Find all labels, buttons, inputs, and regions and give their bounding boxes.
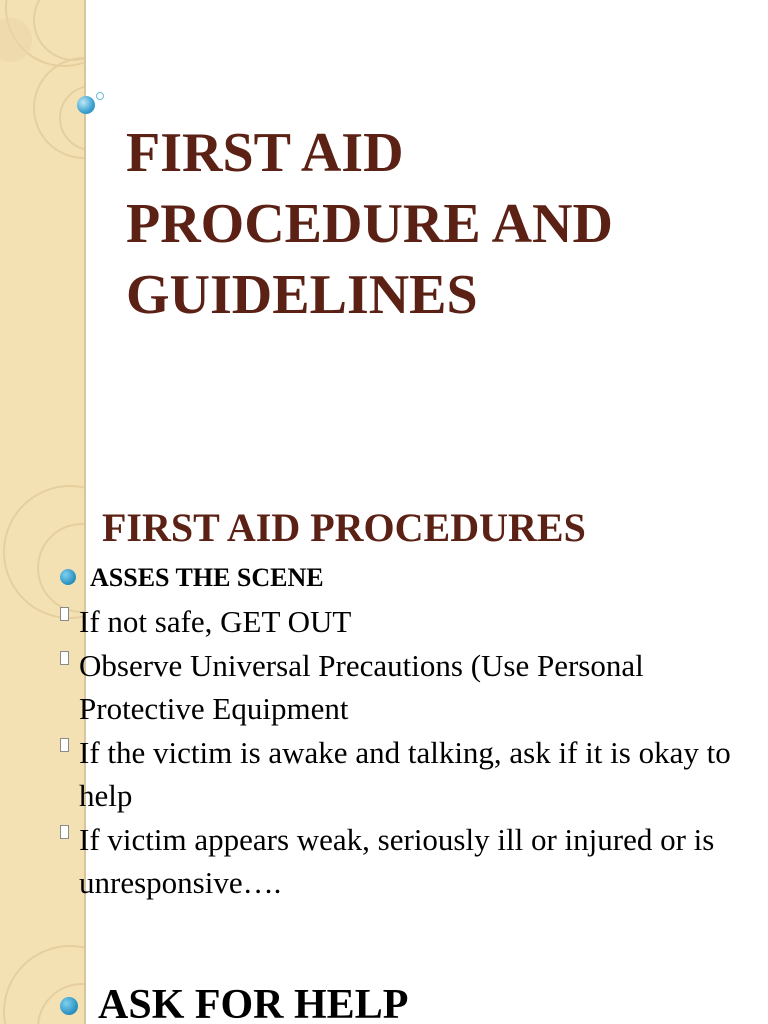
list-item [60, 644, 750, 730]
section-label: ASSES THE SCENE [90, 563, 324, 592]
section-heading: FIRST AID PROCEDURES [102, 505, 586, 550]
sidebar-swirl-decoration [0, 0, 84, 472]
title-slide [0, 0, 768, 472]
small-ring-icon [96, 92, 104, 100]
page-title: FIRST AID PROCEDURE AND GUIDELINES [126, 122, 613, 326]
list-item [60, 731, 750, 817]
blue-orb-icon [77, 96, 95, 114]
section-label: ASK FOR HELP [98, 982, 409, 1024]
procedure-list [60, 560, 750, 905]
list-item-text: Observe Universal Precautions (Use Personal Protective Equipment [79, 648, 644, 726]
list-item-text: If the victim is awake and talking, ask if it is okay to help [79, 735, 731, 813]
procedures-slide [0, 472, 768, 1024]
decorative-sidebar [0, 0, 86, 472]
blue-dot-icon [60, 997, 78, 1015]
list-item-text: If not safe, GET OUT [79, 604, 352, 639]
list-item [60, 600, 750, 643]
square-outline-icon [60, 825, 69, 839]
sub-bullet-list [60, 600, 750, 904]
square-outline-icon [60, 607, 69, 621]
blue-dot-icon [60, 569, 76, 585]
section-asses-the-scene [60, 560, 750, 596]
square-outline-icon [60, 738, 69, 752]
list-item [60, 818, 750, 904]
list-item-text: If victim appears weak, seriously ill or injured or is unresponsive…. [79, 822, 715, 900]
section-ask-for-help [60, 977, 750, 1024]
square-outline-icon [60, 651, 69, 665]
